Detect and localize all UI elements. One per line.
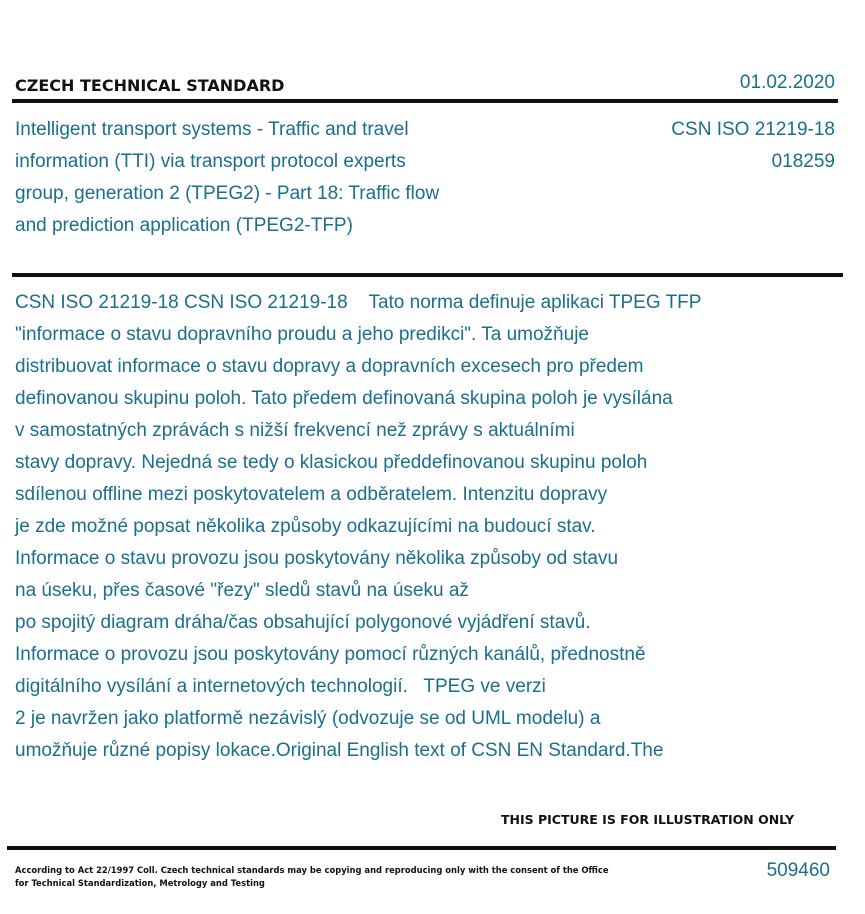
description-line: umožňuje různé popisy lokace.Original English text of CSN EN Standard.The [15,740,664,761]
description-line: "informace o stavu dopravního proudu a jeho predikci". Ta umožňuje [15,324,589,345]
description-line: distribuovat informace o stavu dopravy a dopravních excesech pro předem [15,356,644,377]
title-rule [12,273,843,277]
document-number: 509460 [766,860,830,881]
description-line: Informace o provozu jsou poskytovány pomocí různých kanálů, přednostně [15,644,646,665]
description-line: digitálního vysílání a internetových technologií. TPEG ve verzi [15,676,546,697]
title-line: information (TTI) via transport protocol experts [15,151,406,172]
copyright-line: for Technical Standardization, Metrology and Testing [15,878,265,888]
publication-date: 01.02.2020 [739,72,835,93]
description-line: CSN ISO 21219-18 CSN ISO 21219-18 Tato norma definuje aplikaci TPEG TFP [15,292,702,313]
description-line: je zde možné popsat několika způsoby odkazujícími na budoucí stav. [15,516,596,537]
description-line: v samostatných zprávách s nižší frekvencí než zprávy s aktuálními [15,420,575,441]
description-line: po spojitý diagram dráha/čas obsahující polygonové vyjádření stavů. [15,612,591,633]
title-line: group, generation 2 (TPEG2) - Part 18: Traffic flow [15,183,440,204]
title-line: Intelligent transport systems - Traffic and travel [15,119,409,140]
illustration-note: THIS PICTURE IS FOR ILLUSTRATION ONLY [501,812,795,827]
standard-code: CSN ISO 21219-18 [671,119,835,140]
copyright-note [15,864,609,890]
description-line: na úseku, přes časové "řezy" sledů stavů na úseku až [15,580,469,601]
footer-rule [7,846,836,850]
catalog-number: 018259 [771,151,835,172]
description-line: sdílenou offline mezi poskytovatelem a odběratelem. Intenzitu dopravy [15,484,608,505]
description-line: 2 je navržen jako platformě nezávislý (odvozuje se od UML modelu) a [15,708,601,729]
standard-description [15,287,701,767]
standard-type-heading: CZECH TECHNICAL STANDARD [15,76,285,95]
copyright-line: According to Act 22/1997 Coll. Czech technical standards may be copying and reproducing only with the consent of the Office [15,865,609,875]
header-rule [12,99,838,103]
description-line: stavy dopravy. Nejedná se tedy o klasickou předdefinovanou skupinu poloh [15,452,648,473]
title-line: and prediction application (TPEG2-TFP) [15,215,353,236]
description-line: Informace o stavu provozu jsou poskytovány několika způsoby od stavu [15,548,619,569]
standard-title [15,114,439,242]
standard-identifiers [671,114,835,178]
description-line: definovanou skupinu poloh. Tato předem definovaná skupina poloh je vysílána [15,388,673,409]
